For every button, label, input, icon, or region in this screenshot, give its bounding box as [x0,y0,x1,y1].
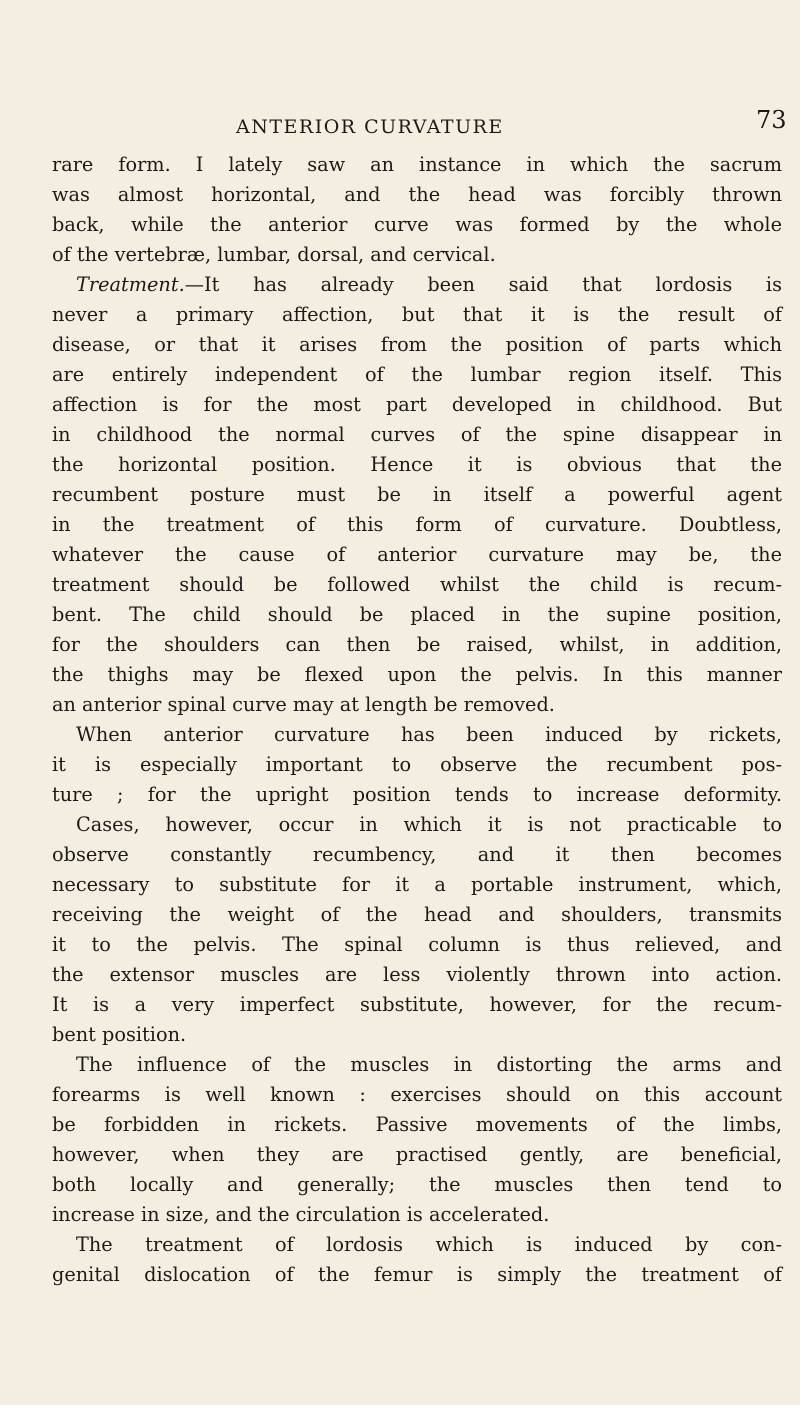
text-line: disease, or that it arises from the position of parts which [52,333,782,356]
text-line: it is especially important to observe the recumbent pos- [52,753,782,776]
text-line: however, when they are practised gently, are beneficial, [52,1143,782,1166]
running-head: ANTERIOR CURVATURE [236,116,504,138]
text-line: the horizontal position. Hence it is obvious that the [52,453,782,476]
text-line: increase in size, and the circulation is accelerated. [52,1203,550,1226]
text-line: ture ; for the upright position tends to increase deformity. [52,783,782,806]
text-line: receiving the weight of the head and shoulders, transmits [52,903,782,926]
text-line: It is a very imperfect substitute, however, for the recum- [52,993,782,1016]
text-line: observe constantly recumbency, and it then becomes [52,843,782,866]
text-line: bent position. [52,1023,187,1046]
text-line: the thighs may be flexed upon the pelvis. In this manner [52,663,782,686]
text-line: When anterior curvature has been induced by rickets, [76,723,782,746]
text-line: recumbent posture must be in itself a powerful agent [52,483,782,506]
text-line: The treatment of lordosis which is induced by con- [76,1233,782,1256]
text-line: bent. The child should be placed in the supine position, [52,603,782,626]
page-number: 73 [756,106,787,134]
text-line: are entirely independent of the lumbar region itself. This [52,363,782,386]
section-heading: Treatment. [76,273,185,296]
text-line: whatever the cause of anterior curvature may be, the [52,543,782,566]
text-line-rest: —It has already been said that lordosis is [184,273,782,296]
text-line: of the vertebræ, lumbar, dorsal, and cervical. [52,243,496,266]
text-line: be forbidden in rickets. Passive movements of the limbs, [52,1113,782,1136]
text-line: was almost horizontal, and the head was forcibly thrown [52,183,782,206]
text-line: the extensor muscles are less violently thrown into action. [52,963,782,986]
text-line: genital dislocation of the femur is simply the treatment of [52,1263,782,1286]
text-line: The influence of the muscles in distorting the arms and [76,1053,782,1076]
text-line: in the treatment of this form of curvature. Doubtless, [52,513,782,536]
text-line: back, while the anterior curve was formed by the whole [52,213,782,236]
text-line: necessary to substitute for it a portable instrument, which, [52,873,782,896]
page-header [0,106,800,146]
text-line: rare form. I lately saw an instance in which the sacrum [52,153,782,176]
text-line: in childhood the normal curves of the spine disappear in [52,423,782,446]
text-line: treatment should be followed whilst the child is recum- [52,573,782,596]
body-text [52,150,782,1290]
text-line: both locally and generally; the muscles then tend to [52,1173,782,1196]
text-line: Cases, however, occur in which it is not practicable to [76,813,782,836]
text-line: forearms is well known : exercises should on this account [52,1083,782,1106]
text-line [52,270,782,300]
text-line: for the shoulders can then be raised, whilst, in addition, [52,633,782,656]
text-line: an anterior spinal curve may at length be removed. [52,693,555,716]
text-line: it to the pelvis. The spinal column is thus relieved, and [52,933,782,956]
text-line: never a primary affection, but that it is the result of [52,303,782,326]
text-line: affection is for the most part developed in childhood. But [52,393,782,416]
